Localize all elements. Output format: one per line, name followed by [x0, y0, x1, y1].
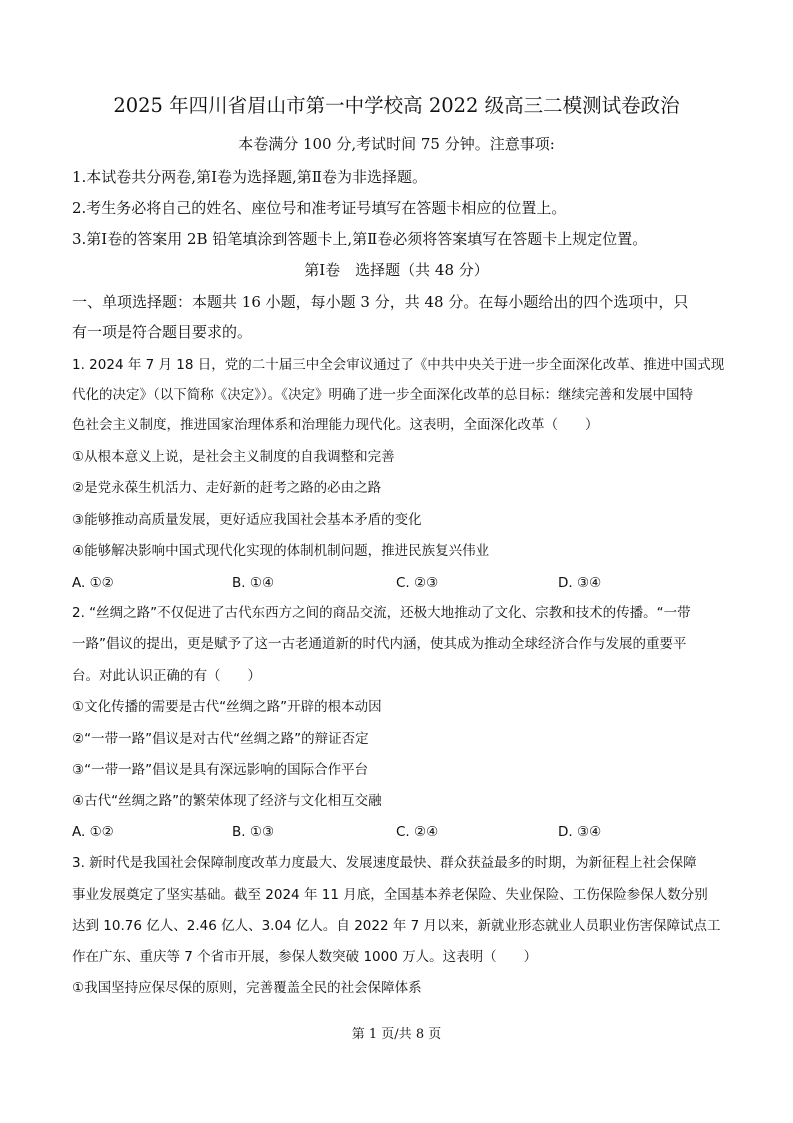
part-intro-line: 有一项是符合题目要求的。 [72, 323, 253, 341]
question-2-line: 一路”倡议的提出，更是赋予了这一古老通道新的时代内涵，使其成为推动全球经济合作与发展的重要平 [72, 636, 687, 652]
question-1-line: 代化的决定》（以下简称《决定》）。《决定》明确了进一步全面深化改革的总目标：继续完善和发展中国特 [72, 387, 693, 403]
question-1-line: 1. 2024 年 7 月 18 日，党的二十届三中全会审议通过了《中共中央关于进一步全面深化改革、推进中国式现 [72, 357, 725, 373]
option-a: A. ①② [72, 824, 114, 840]
question-3-line: 达到 10.76 亿人、2.46 亿人、3.04 亿人。自 2022 年 7 月以来，新就业形态就业人员职业伤害保障试点工 [72, 918, 721, 934]
question-1-item: ③能够推动高质量发展，更好适应我国社会基本矛盾的变化 [72, 512, 422, 528]
question-1-item: ④能够解决影响中国式现代化实现的体制机制问题，推进民族复兴伟业 [72, 543, 490, 559]
option-b: B. ①④ [232, 575, 275, 591]
option-c: C. ②④ [396, 824, 439, 840]
question-1-item: ②是党永葆生机活力、走好新的赶考之路的必由之路 [72, 480, 382, 496]
part-intro-line: 一、单项选择题：本题共 16 小题，每小题 3 分，共 48 分。在每小题给出的四个选项中，只 [72, 293, 689, 311]
question-2-item: ③“一带一路”倡议是具有深远影响的国际合作平台 [72, 762, 369, 778]
question-2-item: ④古代“丝绸之路”的繁荣体现了经济与文化相互交融 [72, 793, 382, 809]
option-c: C. ②③ [396, 575, 439, 591]
question-3-line: 事业发展奠定了坚实基础。截至 2024 年 11 月底，全国基本养老保险、失业保险、工伤保险参保人数分别 [72, 887, 708, 903]
exam-intro: 本卷满分 100 分,考试时间 75 分钟。注意事项: [238, 135, 555, 153]
question-1-item: ①从根本意义上说，是社会主义制度的自我调整和完善 [72, 449, 395, 465]
page-footer: 第 1 页/共 8 页 [351, 1027, 442, 1042]
question-1-line: 色社会主义制度，推进国家治理体系和治理能力现代化。这表明，全面深化改革（ ） [72, 417, 599, 433]
note-line: 1.本试卷共分两卷,第Ⅰ卷为选择题,第Ⅱ卷为非选择题。 [72, 168, 427, 186]
option-d: D. ③④ [558, 575, 602, 591]
note-line: 3.第Ⅰ卷的答案用 2B 铅笔填涂到答题卡上,第Ⅱ卷必须将答案填写在答题卡上规定位置。 [72, 230, 648, 248]
question-3-line: 3. 新时代是我国社会保障制度改革力度最大、发展速度最快、群众获益最多的时期，为新征程上社会保障 [72, 855, 697, 871]
option-b: B. ①③ [232, 824, 275, 840]
question-2-item: ②“一带一路”倡议是对古代“丝绸之路”的辩证否定 [72, 731, 369, 747]
note-line: 2.考生务必将自己的姓名、座位号和准考证号填写在答题卡相应的位置上。 [72, 199, 567, 217]
question-2-line: 2. “丝绸之路”不仅促进了古代东西方之间的商品交流，还极大地推动了文化、宗教和技术的传播。“一带 [72, 605, 691, 621]
option-d: D. ③④ [558, 824, 602, 840]
section-title: 第Ⅰ卷 选择题（共 48 分） [304, 261, 489, 279]
question-3-line: 作在广东、重庆等 7 个省市开展，参保人数突破 1000 万人。这表明（ ） [72, 949, 538, 965]
question-2-item: ①文化传播的需要是古代“丝绸之路”开辟的根本动因 [72, 699, 382, 715]
option-a: A. ①② [72, 575, 114, 591]
exam-title: 2025 年四川省眉山市第一中学校高 2022 级高三二模测试卷政治 [113, 94, 680, 117]
question-3-item: ①我国坚持应保尽保的原则，完善覆盖全民的社会保障体系 [72, 980, 422, 996]
question-2-line: 台。对此认识正确的有（ ） [72, 668, 261, 684]
